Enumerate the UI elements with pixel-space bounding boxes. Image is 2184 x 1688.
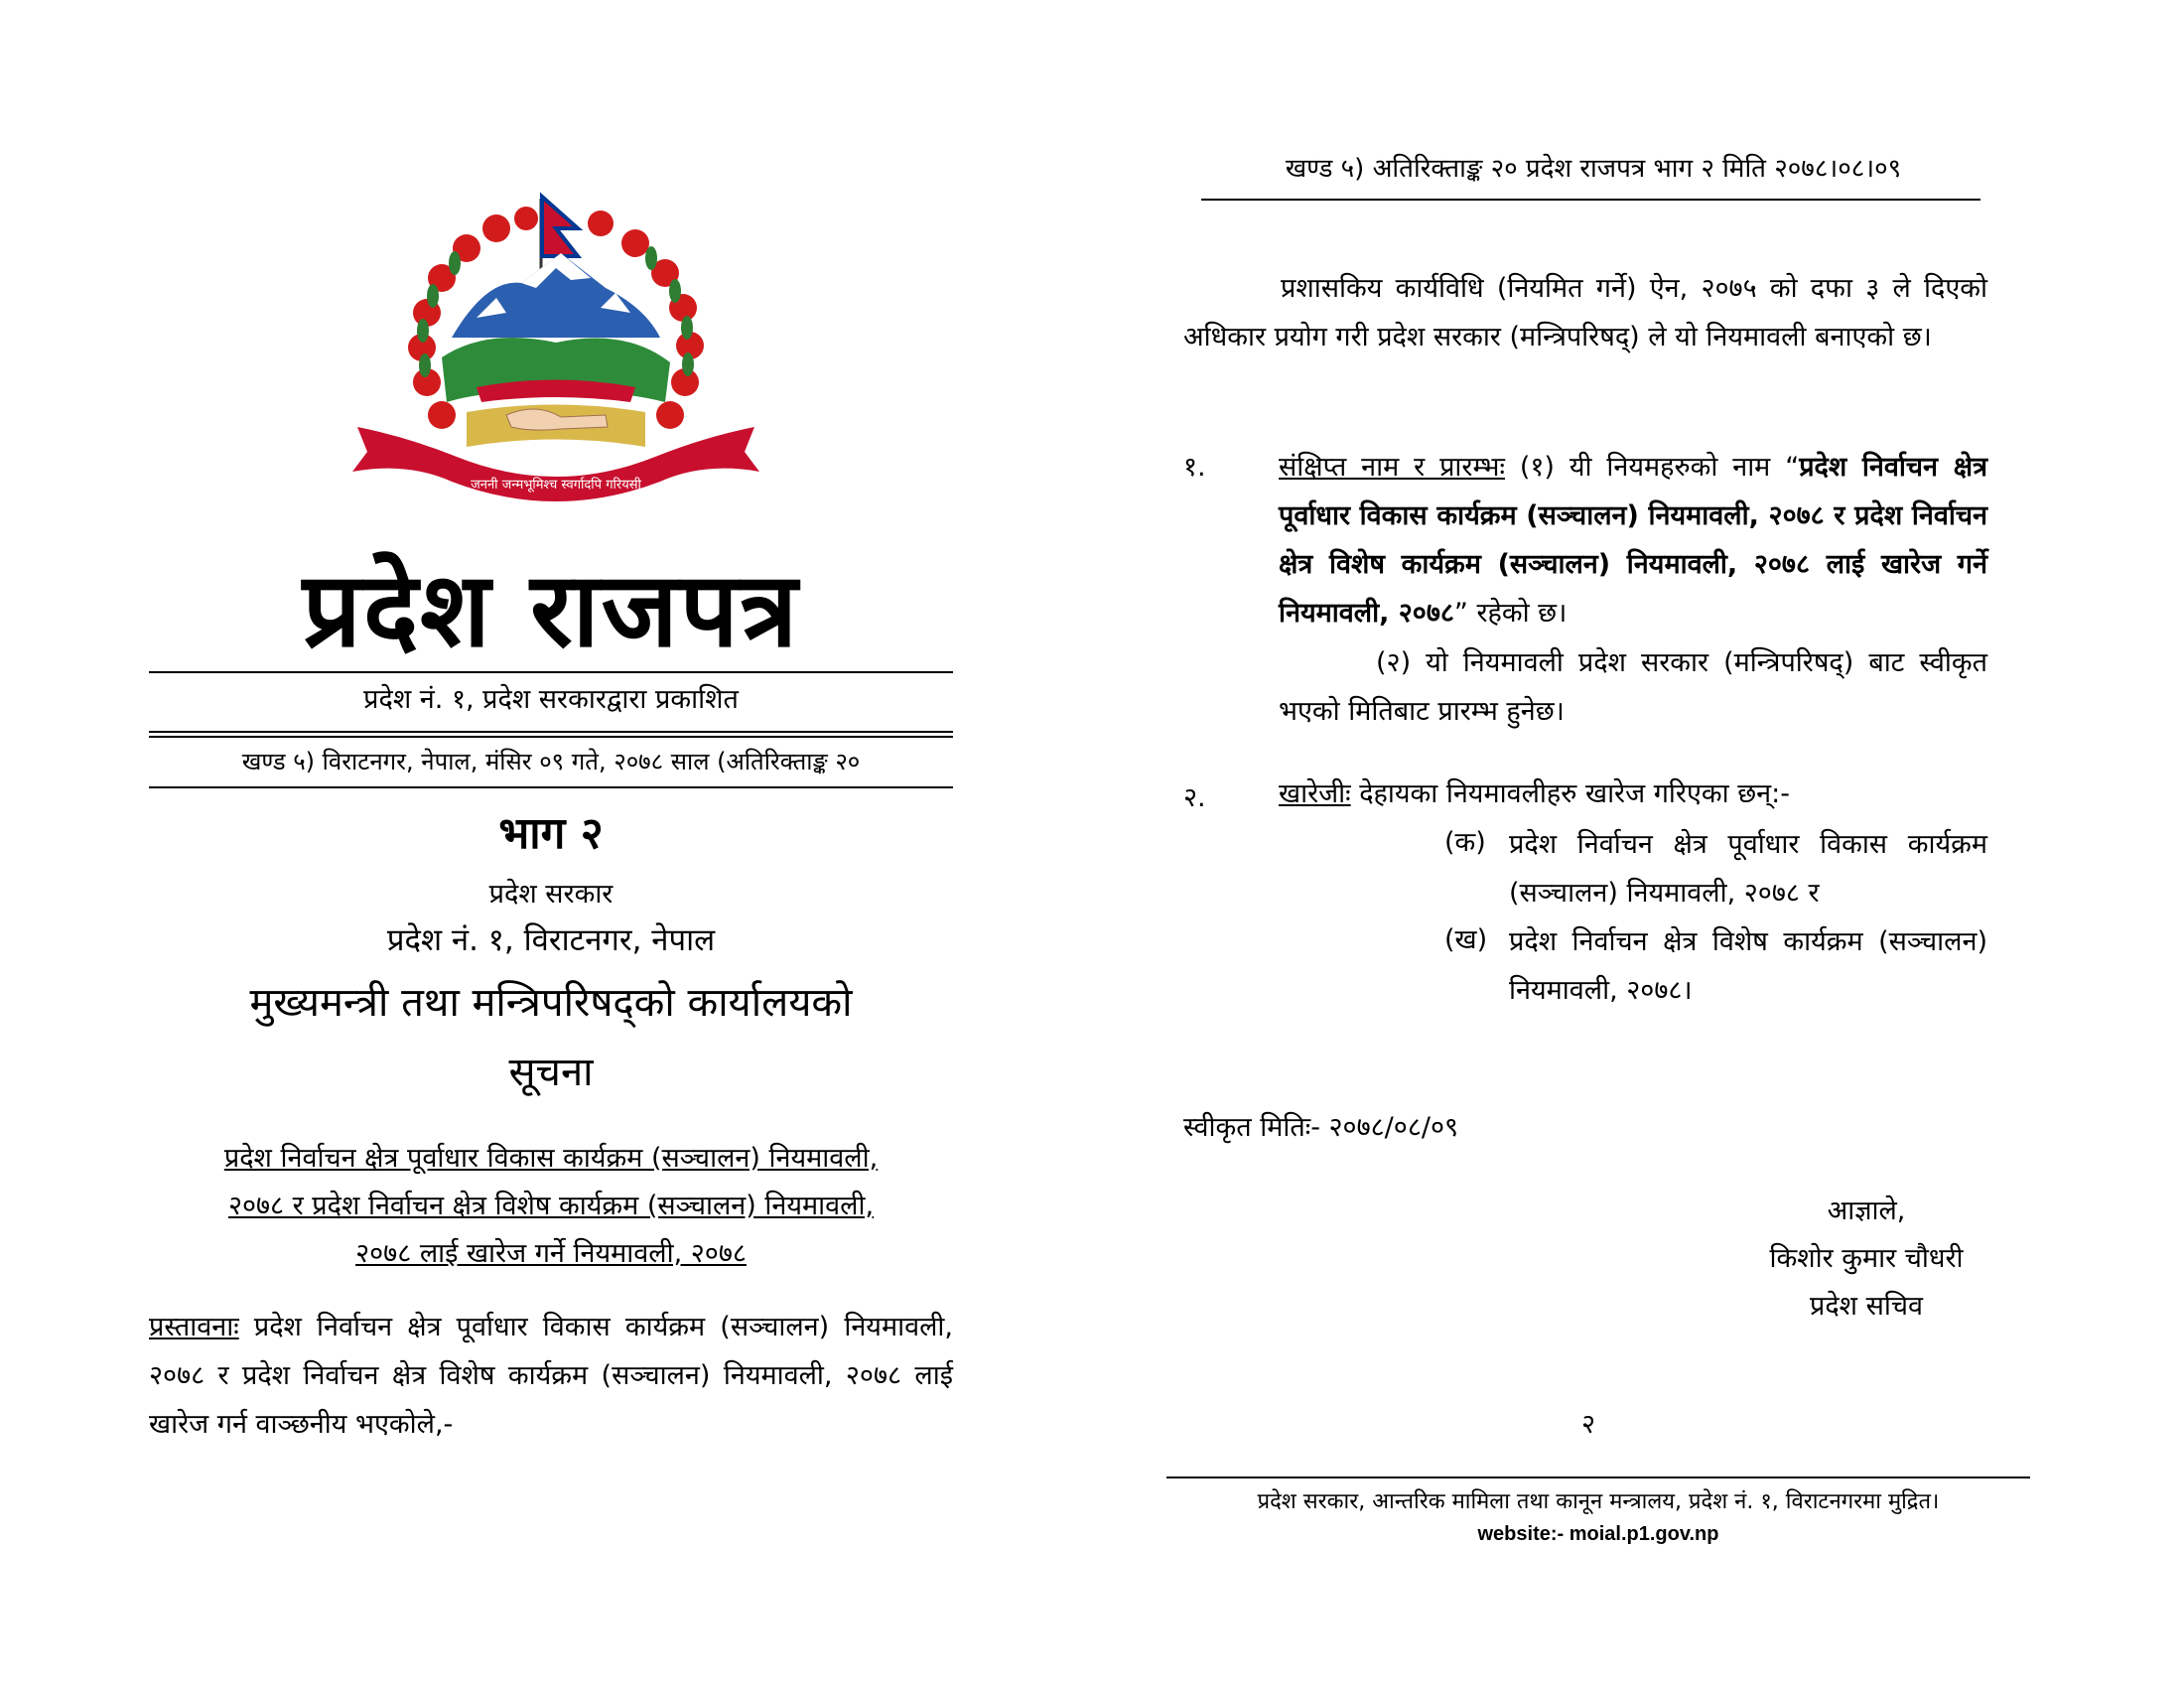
footer-printer-line: प्रदेश सरकार, आन्तरिक मामिला तथा कानून मन्त्रालय, प्रदेश नं. १, विराटनगरमा मुद्रित। xyxy=(1257,1489,1940,1514)
office-label: मुख्यमन्त्री तथा मन्त्रिपरिषद्को कार्यालयको xyxy=(249,980,853,1026)
province-label: प्रदेश नं. १, विराटनगर, नेपाल xyxy=(386,922,716,958)
section-1-number: १. xyxy=(1183,452,1206,483)
preamble-label: प्रस्तावनाः xyxy=(149,1312,239,1342)
section-2-heading: खारेजीः xyxy=(1279,778,1351,809)
signature-block xyxy=(1727,1188,2005,1331)
part-label: भाग २ xyxy=(498,808,604,859)
section-1-text-end: ” रहेको छ। xyxy=(1453,598,1568,629)
section-1-body xyxy=(1279,443,1987,637)
masthead-title: प्रदेश राजपत्र xyxy=(302,548,800,670)
footer-website: website:- moial.p1.gov.np xyxy=(1477,1523,1719,1545)
enactment-paragraph: प्रशासकिय कार्यविधि (नियमित गर्ने) ऐन, २०७५ को दफा ३ ले दिएको अधिकार प्रयोग गरी प्रदेश सरकार (मन्त्रिपरिषद्) ले यो नियमावली बनाएको छ। xyxy=(1183,273,1987,352)
footer-rule xyxy=(1166,1477,2030,1478)
preamble-text: प्रदेश निर्वाचन क्षेत्र पूर्वाधार विकास कार्यक्रम (सञ्चालन) नियमावली, २०७८ र प्रदेश निर्वाचन क्षेत्र विशेष कार्यक्रम (सञ्चालन) नियमावली, २०७८ लाई खारेज गर्न वाञ्छनीय भएकोले,- xyxy=(149,1312,953,1440)
section-1-heading: संक्षिप्त नाम र प्रारम्भः xyxy=(1279,452,1505,483)
running-header: खण्ड ५) अतिरिक्ताङ्क २० प्रदेश राजपत्र भाग २ मिति २०७८।०८।०९ xyxy=(1285,154,1902,184)
section-1-text: (१) यी नियमहरुको नाम “ xyxy=(1505,452,1800,483)
section-2-item-ka: प्रदेश निर्वाचन क्षेत्र पूर्वाधार विकास कार्यक्रम (सञ्चालन) नियमावली, २०७८ र xyxy=(1509,829,1987,909)
section-2-item-kha-mark: (ख) xyxy=(1444,924,1488,955)
publisher-rule-bottom xyxy=(149,736,953,738)
section-2-item-kha: प्रदेश निर्वाचन क्षेत्र विशेष कार्यक्रम (सञ्चालन) नियमावली, २०७८। xyxy=(1509,926,1987,1006)
section-1-subsection-2: (२) यो नियमावली प्रदेश सरकार (मन्त्रिपरिषद्) बाट स्वीकृत भएको मितिबाट प्रारम्भ हुनेछ। xyxy=(1279,647,1987,727)
section-1-regulation-name: प्रदेश निर्वाचन क्षेत्र पूर्वाधार विकास कार्यक्रम (सञ्चालन) नियमावली, २०७८ र प्रदेश निर्वाचन क्षेत्र विशेष कार्यक्रम (सञ्चालन) नियमावली, २०७८ लाई खारेज गर्ने नियमावली, २०७८ xyxy=(1279,452,1987,629)
masthead-rule xyxy=(149,671,953,673)
regulation-title-line-3: २०७८ लाई खारेज गर्ने नियमावली, २०७८ xyxy=(355,1238,747,1269)
signature-by-order: आज्ञाले, xyxy=(1827,1196,1906,1226)
page-number: २ xyxy=(1580,1409,1596,1440)
section-2-body xyxy=(1279,774,1987,810)
emblem-motto: जननी जन्मभूमिश्च स्वर्गादपि गरियसी xyxy=(471,478,641,492)
running-header-rule xyxy=(1201,199,1980,201)
emblem-graphic xyxy=(347,189,764,516)
approved-date: स्वीकृत मितिः- २०७८/०८/०९ xyxy=(1183,1112,1459,1143)
preamble xyxy=(149,1303,953,1449)
gov-label: प्रदेश सरकार xyxy=(488,879,614,910)
regulation-title xyxy=(149,1135,953,1278)
signatory-name: किशोर कुमार चौधरी xyxy=(1769,1243,1964,1274)
publisher-rule-top xyxy=(149,731,953,733)
publisher-line: प्रदेश नं. १, प्रदेश सरकारद्वारा प्रकाशित xyxy=(363,684,739,715)
regulation-title-line-2: २०७८ र प्रदेश निर्वाचन क्षेत्र विशेष कार्यक्रम (सञ्चालन) नियमावली, xyxy=(227,1191,875,1221)
section-2-item-ka-mark: (क) xyxy=(1444,827,1486,858)
section-2-number: २. xyxy=(1183,782,1206,813)
nepal-emblem xyxy=(347,189,764,516)
signatory-designation: प्रदेश सचिव xyxy=(1809,1291,1924,1322)
notice-label: सूचना xyxy=(508,1050,594,1095)
edition-line: खण्ड ५) विराटनगर, नेपाल, मंसिर ०९ गते, २०७८ साल (अतिरिक्ताङ्क २० xyxy=(241,748,861,775)
edition-rule xyxy=(149,786,953,788)
regulation-title-line-1: प्रदेश निर्वाचन क्षेत्र पूर्वाधार विकास कार्यक्रम (सञ्चालन) नियमावली, xyxy=(223,1143,879,1174)
section-2-text: देहायका नियमावलीहरु खारेज गरिएका छन्:- xyxy=(1350,778,1790,809)
